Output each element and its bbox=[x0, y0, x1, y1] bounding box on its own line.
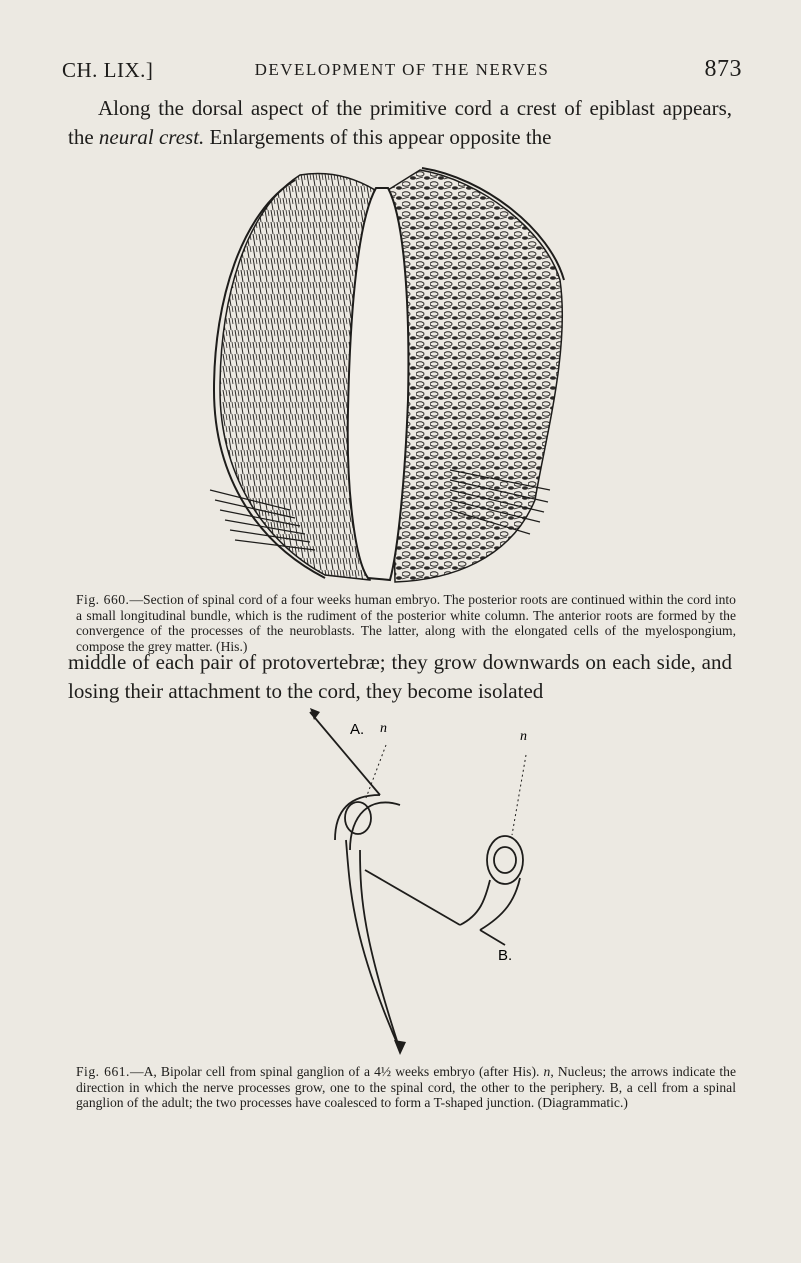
figure-661-label: Fig. 661. bbox=[76, 1064, 130, 1079]
chapter-marker: CH. LIX.] bbox=[62, 58, 154, 82]
figure-660-caption-text: —Section of spinal cord of a four weeks human embryo. The posterior roots are continued within the cord into a small longitudinal bundle, which is the rudiment of the posterior white column. The anterior roots are formed by the convergence of the processes of the neuroblasts. The latter, along with the elongated cells of the myelospongium, compose the grey matter. (His.) bbox=[76, 592, 736, 654]
figure-661-ganglion-cells bbox=[290, 700, 550, 1060]
figure-label-a: A. bbox=[350, 721, 365, 738]
paragraph-text-start: Along the dorsal aspect of the primitive cord a crest of epiblast appears, the bbox=[68, 96, 732, 149]
figure-661-caption-text-2: , Nucleus; the arrows indicate the direction in which the nerve processes grow, one to the spinal cord, the other to the periphery. B, a cell from a spinal ganglion of the adult; the two processes have coalesced to form a T-shaped junction. (Diagrammatic.) bbox=[76, 1064, 736, 1111]
cell-a-body-outline bbox=[350, 802, 400, 850]
page-number: 873 bbox=[704, 56, 742, 82]
cell-b-branch-left bbox=[365, 870, 460, 925]
cell-a-upper-process bbox=[310, 712, 380, 795]
term-neural-crest: neural crest. bbox=[98, 125, 205, 149]
arrow-down-icon bbox=[394, 1040, 406, 1055]
figure-660-spinal-cord-section bbox=[150, 150, 600, 590]
figure-660-caption bbox=[76, 592, 736, 654]
cell-b-branch-right bbox=[480, 930, 505, 945]
paragraph-protovertebrae bbox=[68, 648, 732, 706]
figure-661-caption-n: n bbox=[543, 1064, 551, 1079]
figure-label-b: B. bbox=[498, 947, 513, 964]
pointer-b bbox=[512, 755, 526, 835]
figure-661-caption-text-1: —A, Bipolar cell from spinal ganglion of a 4½ weeks embryo (after His). bbox=[129, 1064, 544, 1079]
paragraph-neural-crest bbox=[68, 94, 732, 152]
figure-661-caption bbox=[76, 1064, 736, 1111]
cell-b-stem-2 bbox=[480, 878, 520, 930]
figure-label-n-a: n bbox=[380, 721, 387, 736]
cell-b-stem bbox=[460, 880, 490, 925]
figure-660-label: Fig. 660. bbox=[76, 592, 130, 607]
cell-b-body bbox=[487, 836, 523, 884]
cell-a-lower-process bbox=[346, 840, 400, 1050]
paragraph-text-end: Enlargements of this appear opposite the bbox=[204, 125, 552, 149]
running-head bbox=[62, 58, 742, 88]
paragraph-2-text: middle of each pair of protovertebræ; they grow downwards on each side, and losing their attachment to the cord, they become isolated bbox=[68, 650, 732, 703]
cell-b-nucleus bbox=[494, 847, 516, 873]
running-title: DEVELOPMENT OF THE NERVES bbox=[254, 60, 550, 79]
figure-label-n-b: n bbox=[520, 729, 527, 744]
cell-a-lower-process-2 bbox=[360, 850, 400, 1050]
